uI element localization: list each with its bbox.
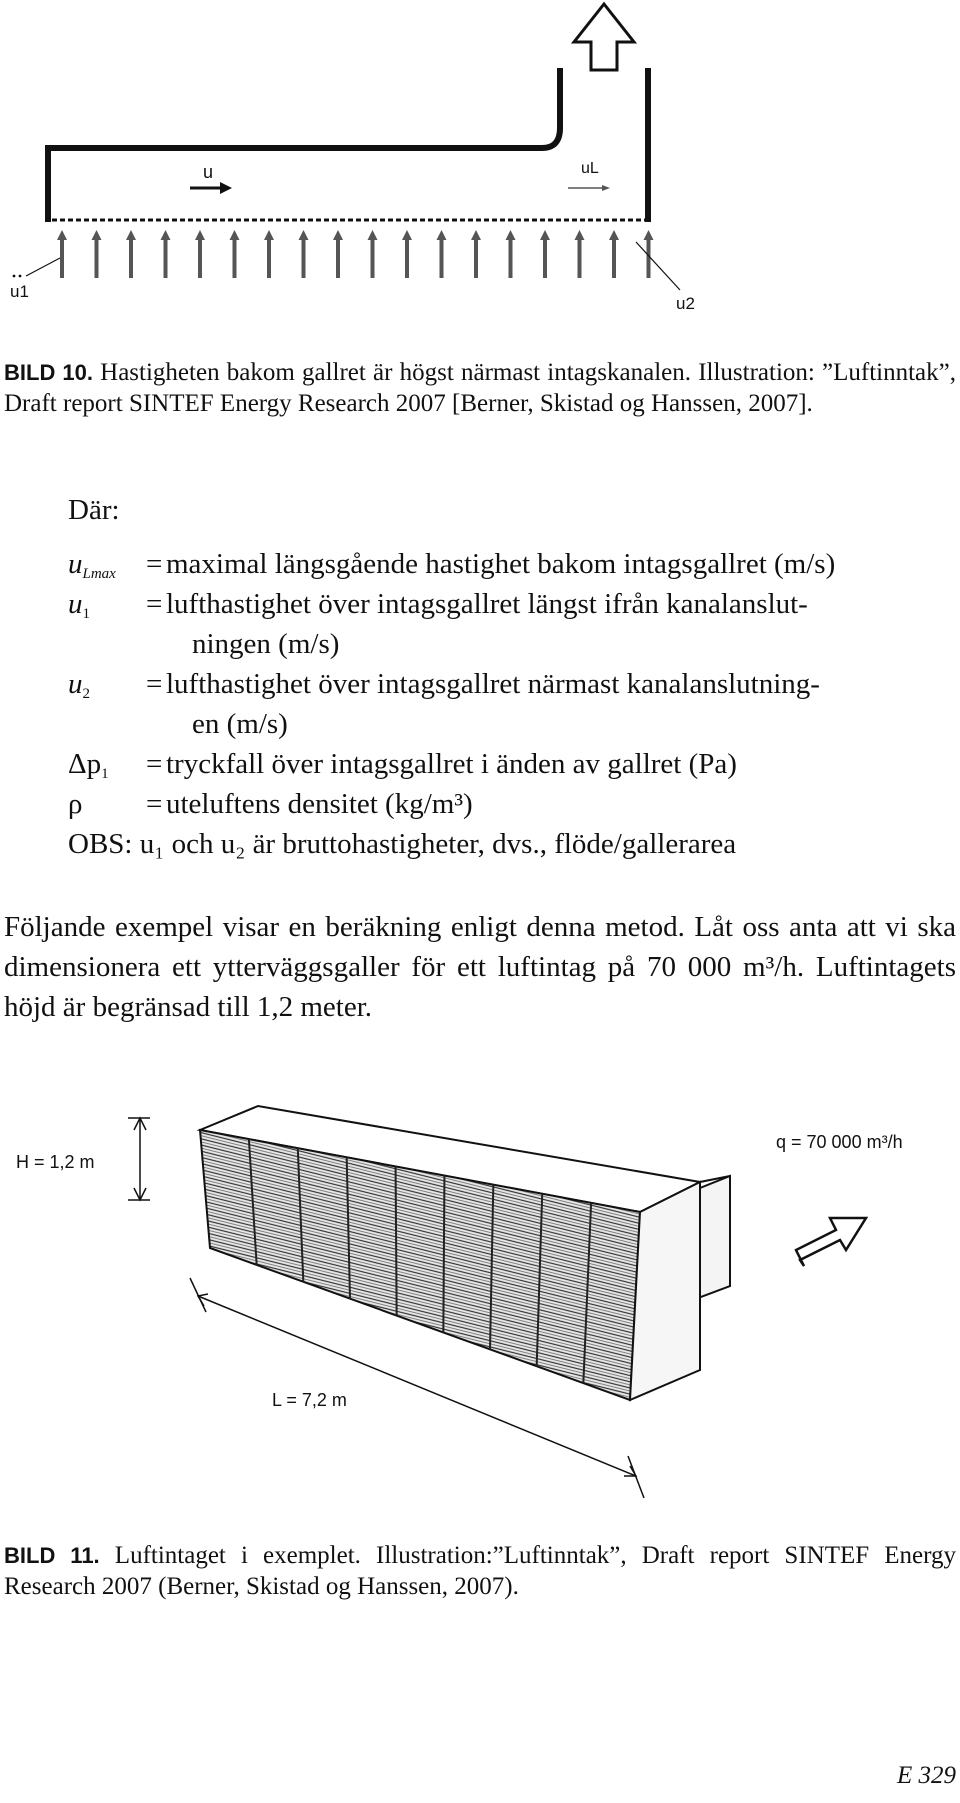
intake-arrowhead-icon	[264, 230, 274, 240]
intake-arrowhead-icon	[126, 230, 136, 240]
definitions-list	[68, 490, 960, 864]
caption-label: BILD 10.	[4, 360, 93, 385]
label-u1: u1	[10, 282, 29, 301]
definition-continuation: ningen (m/s)	[192, 628, 340, 660]
intake-arrowhead-icon	[402, 230, 412, 240]
label-u2: u2	[676, 294, 695, 313]
intake-arrowhead-icon	[506, 230, 516, 240]
intake-arrowhead-icon	[575, 230, 585, 240]
intake-arrowhead-icon	[92, 230, 102, 240]
definition-item: $u_1$ = lufthastighet över intagsgallret längst ifrån kanalanslut-	[68, 588, 808, 622]
intake-arrowhead-icon	[437, 230, 447, 240]
definitions-heading: Där:	[68, 494, 120, 526]
intake-arrowhead-icon	[644, 230, 654, 240]
intake-arrowhead-icon	[230, 230, 240, 240]
velocity-u-arrow-icon	[220, 182, 232, 194]
intake-arrowhead-icon	[609, 230, 619, 240]
definition-item: ρ = uteluftens densitet (kg/m³)	[68, 788, 473, 820]
height-label: H = 1,2 m	[16, 1152, 95, 1172]
velocity-uL-arrow-icon	[602, 185, 610, 191]
intake-arrows	[57, 230, 654, 278]
caption-text: Hastigheten bakom gallret är högst närmast intagskanalen. Illustration: ”Luftinntak”, Draft report SINTEF Energy Research 2007 [Berner, Skistad og Hanssen, 2007].	[4, 359, 956, 417]
grille-end-face	[630, 1182, 700, 1400]
duct-outline	[48, 68, 560, 222]
example-paragraph: Följande exempel visar en beräkning enligt denna metod. Låt oss anta att vi ska dimensionera ett ytterväggsgaller för ett luftintag på 70 000 m³/h. Luftintagets höjd är begränsad till 1,2 meter.	[4, 911, 956, 1023]
figure-10-caption	[4, 357, 956, 419]
louvre-divider	[396, 1166, 397, 1315]
definitions-obs: OBS: u₁ och u₂ är bruttohastigheter, dvs., flöde/gallerarea	[68, 828, 737, 860]
intake-arrowhead-icon	[299, 230, 309, 240]
intake-arrowhead-icon	[333, 230, 343, 240]
intake-arrowhead-icon	[368, 230, 378, 240]
figure-11-intake-drawing	[0, 1100, 960, 1510]
figure-11-caption	[4, 1540, 956, 1602]
outlet-arrow-icon	[574, 4, 634, 70]
definition-item: $u_{Lmax}$ = maximal längsgående hastighet bakom intagsgallret (m/s)	[68, 548, 836, 582]
definition-item: $u_2$ = lufthastighet över intagsgallret närmast kanalanslutning-	[68, 668, 820, 702]
louvre-divider	[443, 1176, 444, 1333]
flow-label: q = 70 000 m³/h	[776, 1132, 903, 1152]
intake-arrowhead-icon	[195, 230, 205, 240]
intake-arrowhead-icon	[471, 230, 481, 240]
definition-item: $\Delta p_1$ = tryckfall över intagsgallret i änden av gallret (Pa)	[68, 748, 737, 782]
page-number: E 329	[896, 1762, 956, 1789]
label-uL: uL	[581, 160, 599, 177]
intake-arrowhead-icon	[540, 230, 550, 240]
length-label: L = 7,2 m	[272, 1390, 347, 1410]
caption-label: BILD 11.	[4, 1543, 100, 1568]
caption-text: Luftintaget i exemplet. Illustration:”Luftinntak”, Draft report SINTEF Energy Research 2007 (Berner, Skistad og Hanssen, 2007).	[4, 1542, 956, 1600]
intake-arrowhead-icon	[161, 230, 171, 240]
definition-continuation: en (m/s)	[192, 708, 288, 740]
flow-arrow-icon	[796, 1218, 866, 1266]
figure-10-duct-diagram	[0, 0, 960, 320]
label-u: u	[203, 162, 214, 182]
intake-arrowhead-icon	[57, 230, 67, 240]
